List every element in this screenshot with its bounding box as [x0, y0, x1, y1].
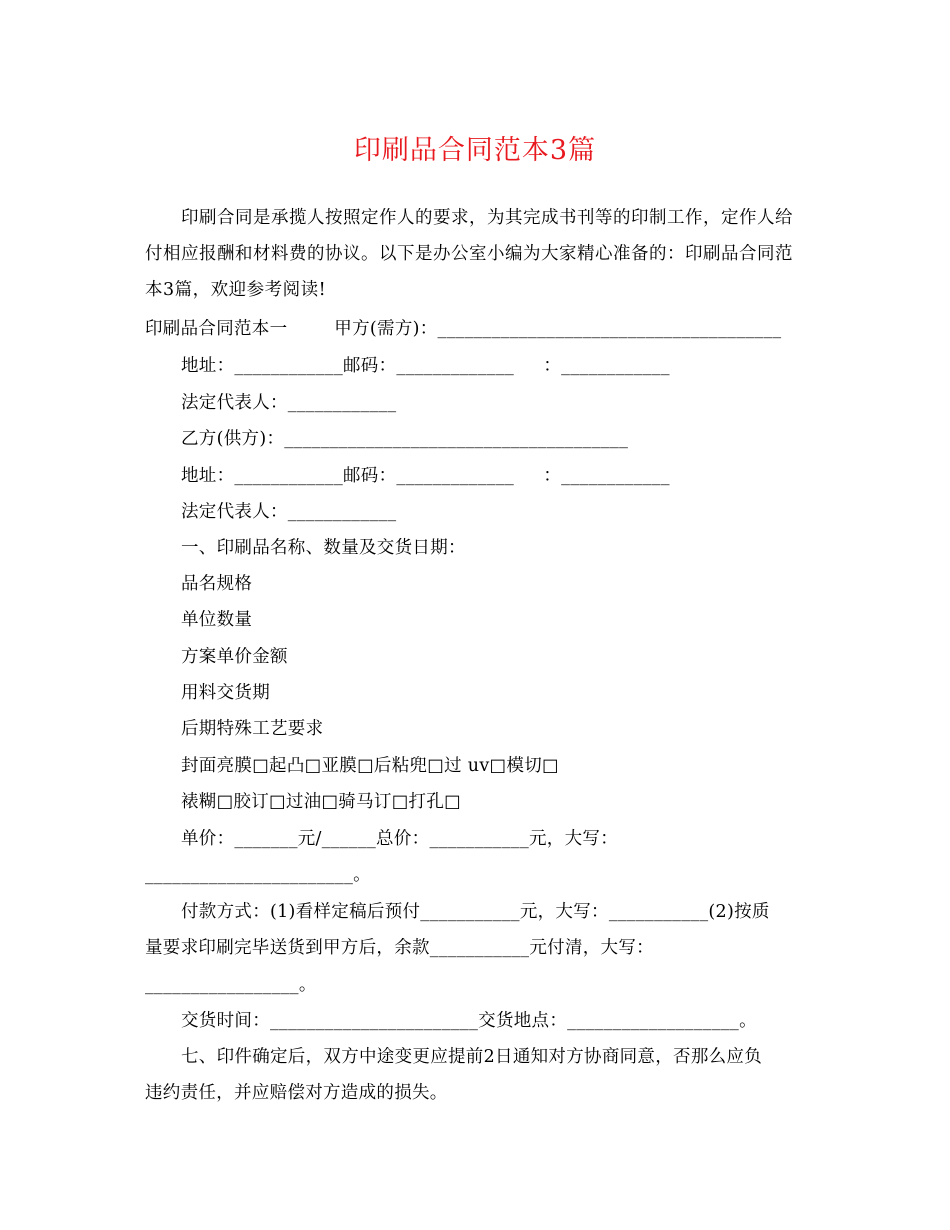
- contract-one-party-a-line: 印刷品合同范本一 甲方(需方)：______________________________________: [145, 319, 782, 339]
- binding-options-line: 裱糊□胶订□过油□骑马订□打孔□: [181, 792, 461, 812]
- payment-method-line-2: 量要求印刷完毕送货到甲方后，余款___________元付清，大写：: [145, 938, 654, 958]
- item-special-process: 后期特殊工艺要求: [181, 719, 324, 739]
- payment-method-line: 付款方式：(1)看样定稿后预付___________元，大写：___________(2)按质: [181, 902, 770, 922]
- unit-price-continuation: _______________________。: [145, 865, 371, 885]
- party-a-representative-line: 法定代表人：____________: [181, 393, 397, 413]
- party-b-line: 乙方(供方)：______________________________________: [181, 429, 629, 449]
- intro-paragraph: 印刷合同是承揽人按照定作人的要求，为其完成书刊等的印制工作，定作人给付相应报酬和材料费的协议。以下是办公室小编为大家精心准备的：印刷品合同范本3篇，欢迎参考阅读!: [145, 208, 793, 300]
- delivery-time-place-line: 交货时间：_______________________交货地点：___________________。: [181, 1011, 757, 1031]
- party-b-address-line: 地址：____________邮码：_____________ ：____________: [181, 466, 670, 486]
- page-title: 印刷品合同范本3篇: [353, 135, 597, 166]
- item-price-amount: 方案单价金额: [181, 647, 288, 667]
- item-unit-quantity: 单位数量: [181, 610, 253, 630]
- party-a-address-line: 地址：____________邮码：_____________ ：____________: [181, 356, 670, 376]
- party-b-representative-line: 法定代表人：____________: [181, 502, 397, 522]
- section-seven-line-2: 违约责任，并应赔偿对方造成的损失。: [145, 1083, 448, 1103]
- section-seven-line: 七、印件确定后，双方中途变更应提前2日通知对方协商同意，否那么应负: [181, 1047, 763, 1067]
- payment-method-line-3: _________________。: [145, 975, 317, 995]
- unit-price-line: 单价：_______元/______总价：___________元，大写：: [181, 829, 618, 849]
- item-material-delivery: 用料交货期: [181, 683, 270, 703]
- item-name-spec: 品名规格: [181, 574, 253, 594]
- cover-options-line: 封面亮膜□起凸□亚膜□后粘兜□过 uv□模切□: [181, 756, 559, 776]
- section-one-heading: 一、印刷品名称、数量及交货日期：: [181, 538, 466, 558]
